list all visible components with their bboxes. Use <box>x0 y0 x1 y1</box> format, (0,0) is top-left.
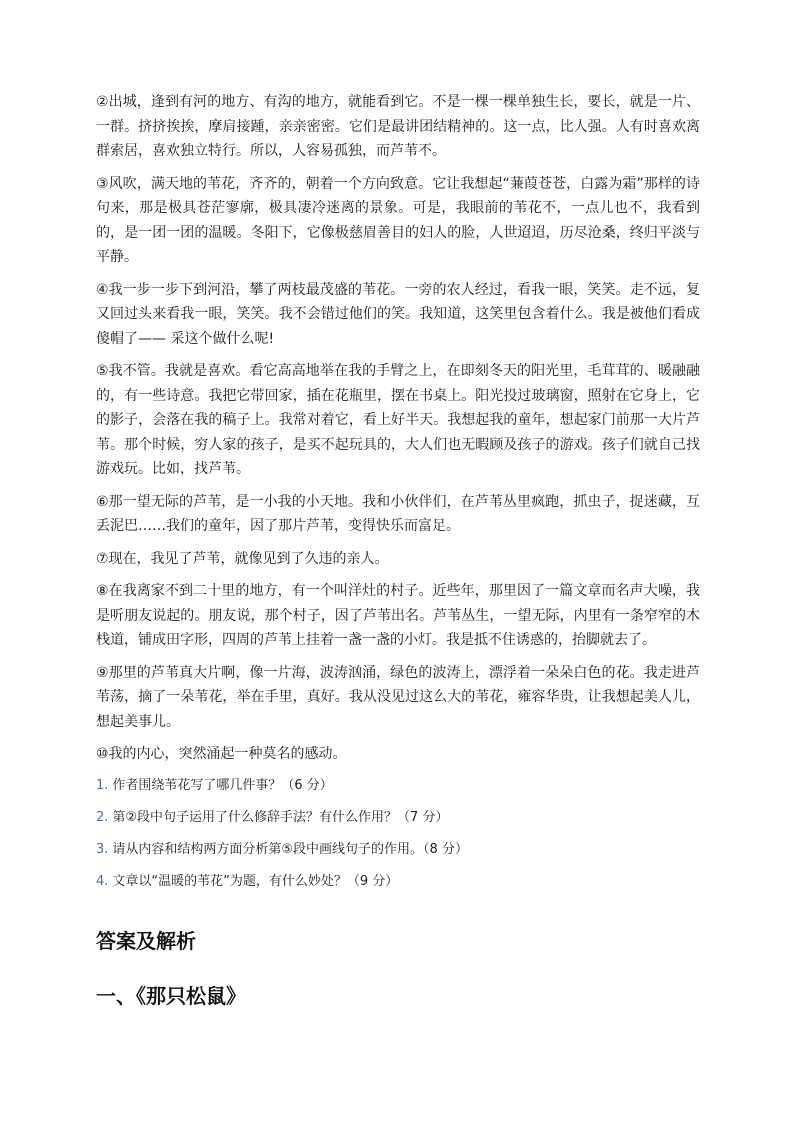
question-text: 文章以“温暖的苇花”为题，有什么妙处？（9 分） <box>112 873 399 889</box>
article-body <box>96 90 700 903</box>
question-text: 第②段中句子运用了什么修辞手法？有什么作用？（7 分） <box>112 809 449 825</box>
question-number: 3. <box>96 841 109 857</box>
paragraph-4: ④我一步一步下到河沿，攀了两枝最茂盛的苇花。一旁的农人经过，看我一眼，笑笑。走不远，复又回过头来看我一眼，笑笑。我不会错过他们的笑。我知道，这笑里包含着什么。我是被他们看成傻帽了—— 采这个做什么呢! <box>96 281 700 347</box>
paragraph-3: ③风吹，满天地的苇花，齐齐的，朝着一个方向致意。它让我想起“蒹葭苍苍，白露为霜”那样的诗句来，那是极具苍茫寥廓，极具凄冷迷离的景象。可是，我眼前的苇花不，一点儿也不，我看到的，是一团一团的温暖。冬阳下，它像极慈眉善目的妇人的脸，人世迢迢，历尽沧桑，终归平淡与平静。 <box>96 175 700 265</box>
paragraph-2: ②出城，逢到有河的地方、有沟的地方，就能看到它。不是一棵一棵单独生长，要长，就是一片、一群。挤挤挨挨，摩肩接踵，亲亲密密。它们是最讲团结精神的。这一点，比人强。人有时喜欢离群索居，喜欢独立特行。所以，人容易孤独，而芦苇不。 <box>96 94 700 159</box>
paragraph-10: ⑩我的内心，突然涌起一种莫名的感动。 <box>96 746 347 762</box>
section-heading: 一、《那只松鼠》 <box>96 984 246 1008</box>
paragraph-8: ⑧在我离家不到二十里的地方，有一个叫洋灶的村子。近些年，那里因了一篇文章而名声大噪，我是听朋友说起的。朋友说，那个村子，因了芦苇出名。芦苇丛生，一望无际，内里有一条窄窄的木栈道，铺成田字形，四周的芦苇上挂着一盏一盏的小灯。我是抵不住诱惑的，抬脚就去了。 <box>96 583 700 648</box>
question-number: 2. <box>96 809 109 825</box>
paragraph-9: ⑨那里的芦苇真大片啊，像一片海，波涛汹涌，绿色的波涛上，漂浮着一朵朵白色的花。我走进芦苇荡，摘了一朵苇花，举在手里，真好。我从没见过这么大的苇花，雍容华贵，让我想起美人儿，想起美事儿。 <box>96 664 700 730</box>
question-number: 1. <box>96 777 109 793</box>
question-text: 请从内容和结构两方面分析第⑤段中画线句子的作用。（8 分） <box>112 841 468 857</box>
paragraph-6: ⑥那一望无际的芦苇，是一小我的小天地。我和小伙伴们，在芦苇丛里疯跑，抓虫子，捉迷藏，互丢泥巴……我们的童年，因了那片芦苇，变得快乐而富足。 <box>96 493 700 534</box>
answers-heading: 答案及解析 <box>96 929 196 953</box>
question-item <box>96 871 700 893</box>
question-item <box>96 807 700 829</box>
question-number: 4. <box>96 873 109 889</box>
paragraph-7: ⑦现在，我见了芦苇，就像见到了久违的亲人。 <box>96 550 389 567</box>
paragraph-5: ⑤我不管。我就是喜欢。看它高高地举在我的手臂之上，在即刻冬天的阳光里，毛茸茸的、暖融融的，有一些诗意。我把它带回家，插在花瓶里，摆在书桌上。阳光投过玻璃窗，照射在它身上，它的影子，会落在我的稿子上。我常对着它，看上好半天。我想起我的童年，想起家门前那一大片芦苇。那个时候，穷人家的孩子，是买不起玩具的，大人们也无暇顾及孩子的游戏。孩子们就自己找游戏玩。比如，找芦苇。 <box>96 363 700 477</box>
question-item <box>96 775 700 797</box>
question-item <box>96 839 700 861</box>
question-text: 作者围绕苇花写了哪几件事？（6 分） <box>112 777 333 793</box>
question-list <box>96 775 700 893</box>
